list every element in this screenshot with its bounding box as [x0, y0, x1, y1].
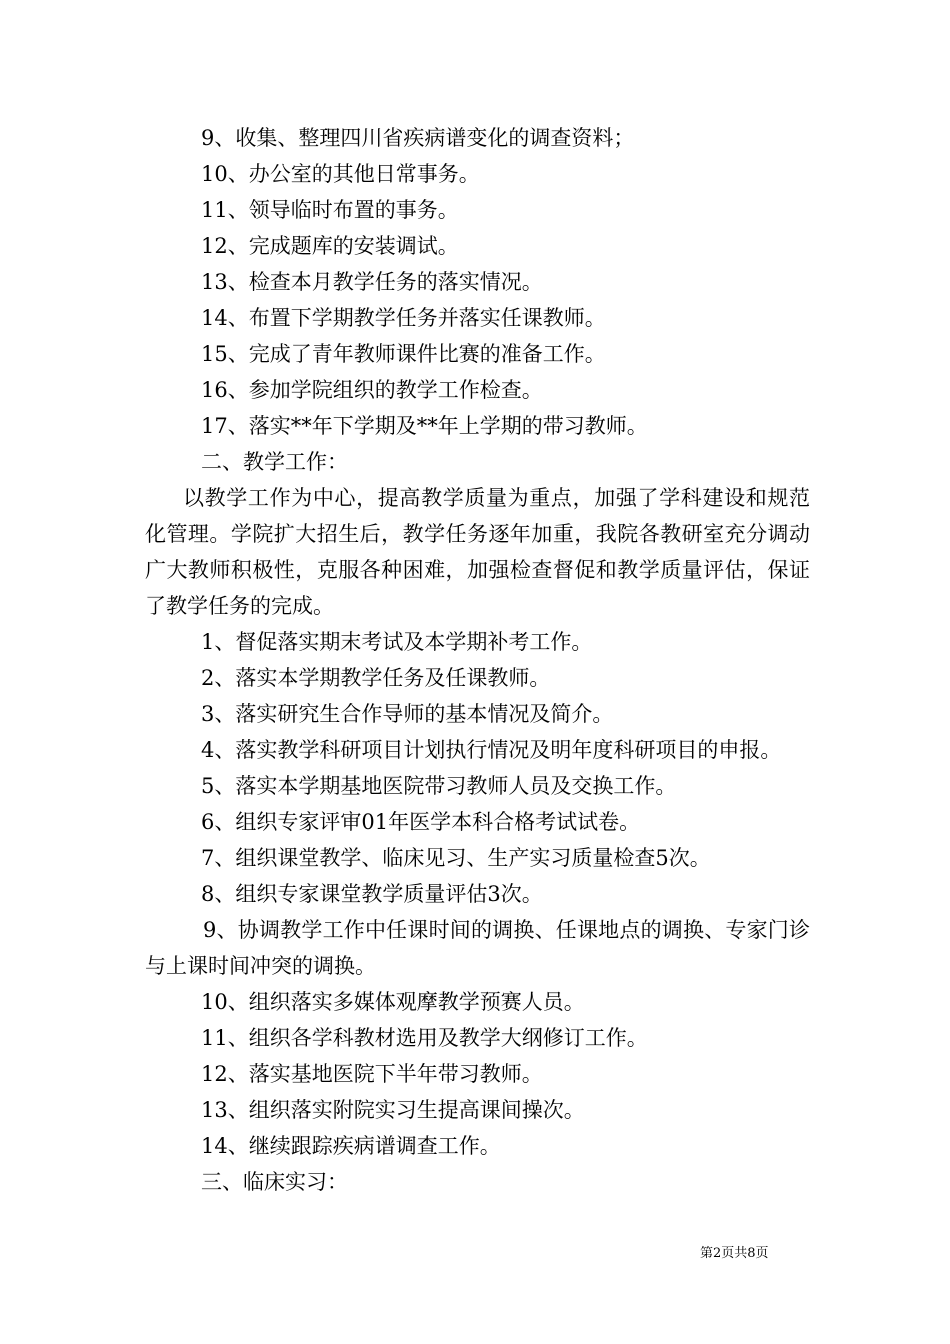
page-number: 第2页共8页: [700, 1246, 769, 1261]
list-item: 4、落实教学科研项目计划执行情况及明年度科研项目的申报。: [201, 738, 782, 762]
list-item: 10、办公室的其他日常事务。: [201, 162, 480, 186]
list-item: 11、组织各学科教材选用及教学大纲修订工作。: [201, 1026, 648, 1050]
list-item: 3、落实研究生合作导师的基本情况及简介。: [201, 702, 614, 726]
list-item: 5、落实本学期基地医院带习教师人员及交换工作。: [201, 774, 677, 798]
list-item: 15、完成了青年教师课件比赛的准备工作。: [201, 342, 606, 366]
list-item: 11、领导临时布置的事务。: [201, 198, 459, 222]
list-item: 16、参加学院组织的教学工作检查。: [201, 378, 543, 402]
list-item: 6、组织专家评审01年医学本科合格考试试卷。: [201, 810, 641, 834]
list-item: 2、落实本学期教学任务及任课教师。: [201, 666, 551, 690]
list-item: 13、组织落实附院实习生提高课间操次。: [201, 1098, 585, 1122]
document-body: [145, 120, 810, 1200]
list-item: 12、完成题库的安装调试。: [201, 234, 459, 258]
list-item: 8、组织专家课堂教学质量评估3次。: [201, 882, 543, 906]
teaching-intro-paragraph: 以教学工作为中心，提高教学质量为重点，加强了学科建设和规范化管理。学院扩大招生后，教学任务逐年加重，我院各教研室充分调动广大教师积极性，克服各种困难，加强检查督促和教学质量评估，保证了教学任务的完成。: [145, 486, 810, 618]
section-heading-teaching: 二、教学工作：: [201, 450, 348, 474]
list-item: 7、组织课堂教学、临床见习、生产实习质量检查5次。: [201, 846, 711, 870]
list-item: 12、落实基地医院下半年带习教师。: [201, 1062, 543, 1086]
list-item: 10、组织落实多媒体观摩教学预赛人员。: [201, 990, 585, 1014]
list-item: 1、督促落实期末考试及本学期补考工作。: [201, 630, 593, 654]
section-heading-clinical: 三、临床实习：: [201, 1170, 348, 1194]
list-item: 17、落实**年下学期及**年上学期的带习教师。: [201, 414, 648, 438]
list-item-wrapped: 9、协调教学工作中任课时间的调换、任课地点的调换、专家门诊与上课时间冲突的调换。: [145, 918, 810, 978]
list-item: 13、检查本月教学任务的落实情况。: [201, 270, 543, 294]
list-item: 14、布置下学期教学任务并落实任课教师。: [201, 306, 606, 330]
list-item: 14、继续跟踪疾病谱调查工作。: [201, 1134, 501, 1158]
list-item: 9、收集、整理四川省疾病谱变化的调查资料；: [201, 126, 635, 150]
